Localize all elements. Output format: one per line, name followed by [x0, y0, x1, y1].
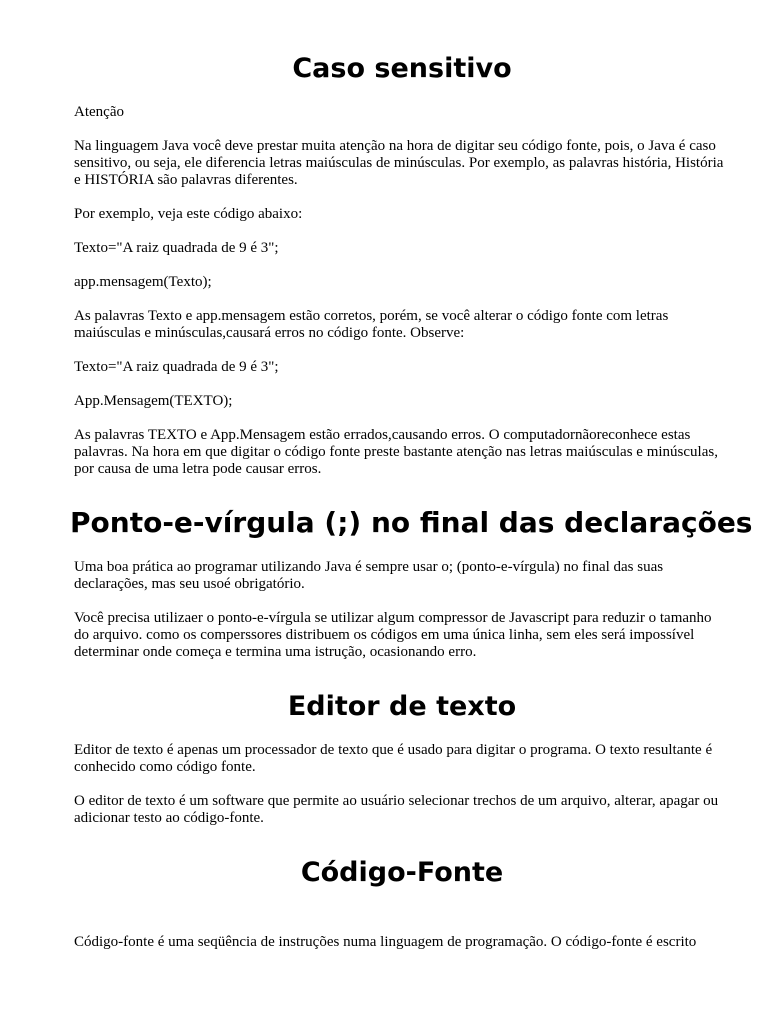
paragraph: As palavras Texto e app.mensagem estão corretos, porém, se você alterar o código fonte com letras maiúsculas e minúsculas,causará erros no código fonte. Observe: — [74, 308, 669, 341]
heading-ponto-e-virgula: Ponto-e-vírgula (;) no final das declarações — [70, 506, 753, 539]
paragraph: Código-fonte é uma seqüência de instruções numa linguagem de programação. O código-fonte é escrito — [74, 934, 697, 950]
paragraph: As palavras TEXTO e App.Mensagem estão errados,causando erros. O computadornãoreconhece estas palavras. Na hora em que digitar o código fonte preste bastante atenção nas letras maiúsculas e minúsculas, por causa de uma letra pode causar erros. — [74, 427, 718, 477]
code-line: Texto="A raiz quadrada de 9 é 3"; — [74, 240, 279, 256]
paragraph: Na linguagem Java você deve prestar muita atenção na hora de digitar seu código fonte, pois, o Java é caso sensitivo, ou seja, ele diferencia letras maiúsculas de minúsculas. Por exemplo, as palavras história, História e HISTÓRIA são palavras diferentes. — [74, 138, 724, 188]
paragraph: Editor de texto é apenas um processador de texto que é usado para digitar o programa. O texto resultante é conhecido como código fonte. — [74, 742, 713, 775]
paragraph: Você precisa utilizaer o ponto-e-vírgula se utilizar algum compressor de Javascript para reduzir o tamanho do arquivo. como os comperssores distribuem os códigos em uma única linha, sem eles será impossível determinar onde começa e termina uma istrução, ocasionando erro. — [74, 610, 712, 660]
heading-caso-sensitivo: Caso sensitivo — [292, 53, 512, 84]
heading-codigo-fonte: Código-Fonte — [300, 857, 504, 888]
paragraph: Por exemplo, veja este código abaixo: — [74, 206, 303, 222]
heading-editor-de-texto: Editor de texto — [287, 691, 517, 722]
document-page — [70, 0, 753, 951]
code-line: App.Mensagem(TEXTO); — [74, 393, 233, 409]
code-line: app.mensagem(Texto); — [74, 274, 212, 290]
paragraph: O editor de texto é um software que permite ao usuário selecionar trechos de um arquivo, alterar, apagar ou adicionar testo ao código-fonte. — [74, 793, 719, 826]
code-line: Texto="A raiz quadrada de 9 é 3"; — [74, 359, 279, 375]
paragraph: Atenção — [74, 104, 124, 120]
paragraph: Uma boa prática ao programar utilizando Java é sempre usar o; (ponto-e-vírgula) no final das suas declarações, mas seu usoé obrigatório. — [74, 559, 664, 592]
